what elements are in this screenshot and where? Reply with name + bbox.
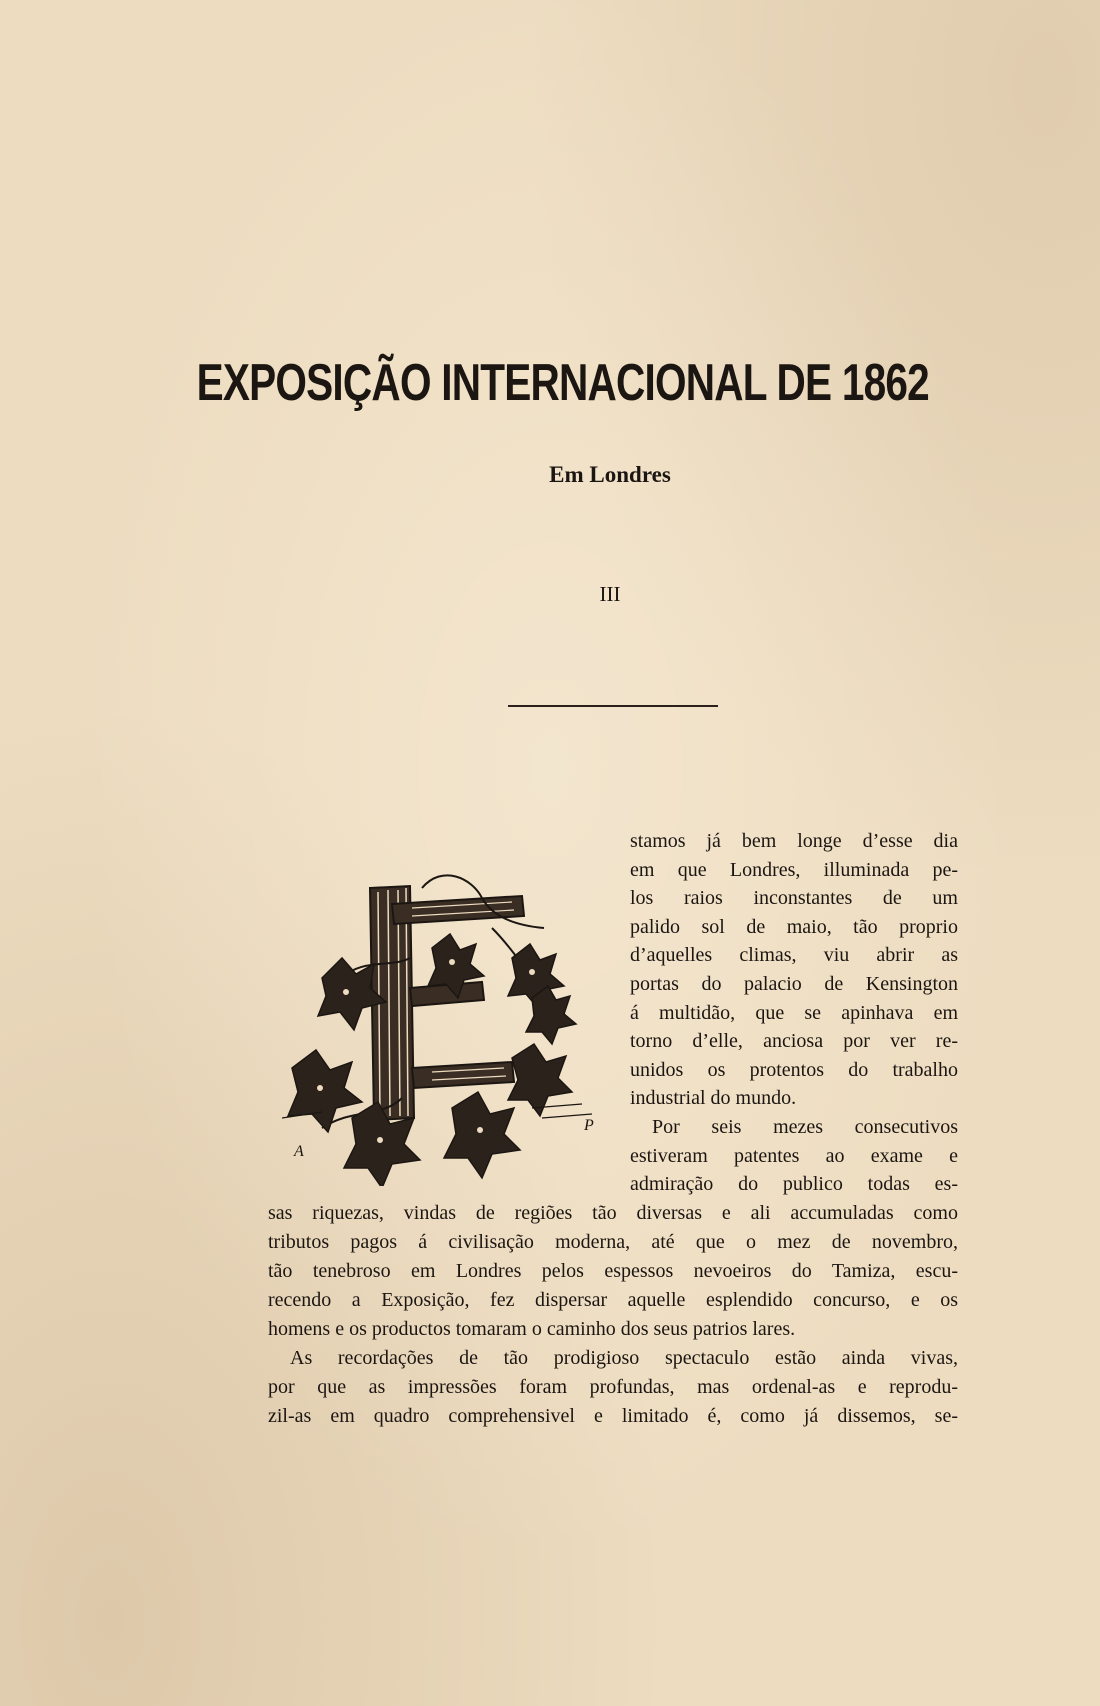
- text-line: torno d’elle, anciosa por ver re-: [630, 1030, 958, 1053]
- text-line: recendo a Exposição, fez dispersar aquelle esplendido concurso, e os: [268, 1289, 958, 1311]
- text-line: á multidão, que se apinhava em: [630, 1001, 958, 1024]
- decorated-initial-illustration: [282, 868, 612, 1186]
- text-line: tão tenebroso em Londres pelos espessos nevoeiros do Tamiza, escu-: [268, 1260, 958, 1282]
- text-line: industrial do mundo.: [630, 1087, 797, 1110]
- engraver-monogram-a: A: [294, 1143, 304, 1160]
- text-line: sas riquezas, vindas de regiões tão diversas e ali accumuladas como: [268, 1202, 958, 1224]
- text-line: portas do palacio de Kensington: [630, 972, 958, 995]
- text-line: estiveram patentes ao exame e: [630, 1144, 958, 1167]
- text-line: Por seis mezes consecutivos: [652, 1115, 958, 1138]
- page-subtitle: Em Londres: [549, 462, 671, 487]
- text-line: admiração do publico todas es-: [630, 1173, 958, 1196]
- text-line: por que as impressões foram profundas, mas ordenal-as e reprodu-: [268, 1376, 958, 1398]
- page-title: EXPOSIÇÃO INTERNACIONAL DE 1862: [196, 353, 929, 412]
- text-line: d’aquelles climas, viu abrir as: [630, 944, 958, 967]
- text-line: As recordações de tão prodigioso spectaculo estão ainda vivas,: [290, 1347, 958, 1369]
- text-line: los raios inconstantes de um: [630, 887, 958, 910]
- body-paragraphs: [268, 1199, 958, 1431]
- text-line: unidos os protentos do trabalho: [630, 1058, 958, 1081]
- part-number: III: [599, 582, 621, 606]
- engraver-monogram-p: P: [584, 1117, 594, 1134]
- text-line: stamos já bem longe d’esse dia: [630, 830, 958, 852]
- text-line: tributos pagos á civilisação moderna, até que o mez de novembro,: [268, 1231, 958, 1253]
- text-line: zil-as em quadro comprehensivel e limitado é, como já dissemos, se-: [268, 1405, 958, 1427]
- text-line: homens e os productos tomaram o caminho dos seus patrios lares.: [268, 1318, 796, 1340]
- text-line: palido sol de maio, tão proprio: [630, 915, 958, 938]
- text-line: em que Londres, illuminada pe-: [630, 858, 958, 881]
- section-divider: [508, 705, 718, 707]
- wrapped-paragraph: [630, 827, 958, 1199]
